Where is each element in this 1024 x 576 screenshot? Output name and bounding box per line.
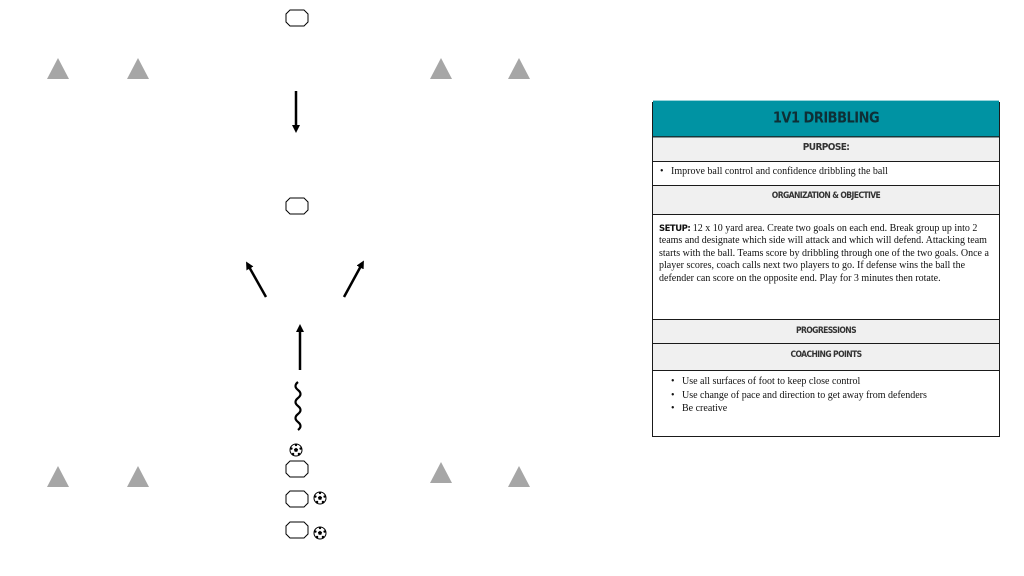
coaching-section (653, 371, 999, 436)
player-icon (286, 198, 308, 214)
card-title-text: 1V1 DRIBBLING (772, 109, 880, 128)
setup-label: SETUP: (659, 224, 691, 234)
cone-icon (127, 58, 149, 79)
setup-text: 12 x 10 yard area. Create two goals on each end. Break group up into 2 teams and designate which side will attack and which will defend. Attacking team starts with the ball. Teams score by dribbling through one of the two goals. Once a player scores, coach calls next two players to go. If defense wins the ball the defender can score on the opposite end. Play for 3 minutes then rotate. (659, 223, 989, 284)
cone-icon (127, 466, 149, 487)
setup-section (653, 215, 999, 320)
dribble-path-icon (296, 382, 301, 430)
purpose-item: • Improve ball control and confidence dribbling the ball (660, 166, 999, 177)
coaching-heading: COACHING POINTS (653, 344, 999, 371)
coaching-item: • Be creative (671, 402, 999, 416)
drill-card (652, 102, 1000, 437)
arrow-icon (344, 264, 362, 297)
coaching-item: • Use change of pace and direction to get away from defenders (671, 389, 999, 403)
purpose-heading: PURPOSE: (653, 135, 999, 162)
cone-icon (508, 466, 530, 487)
cone-icon (47, 58, 69, 79)
coaching-list (671, 375, 999, 416)
card-title (653, 101, 999, 138)
progressions-heading: PROGRESSIONS (653, 320, 999, 344)
purpose-section (653, 162, 999, 186)
player-icon (286, 10, 308, 26)
player-icon (286, 461, 308, 477)
arrow-icon (248, 265, 266, 297)
ball-icon (290, 444, 302, 456)
player-icon (286, 491, 308, 507)
cone-icon (508, 58, 530, 79)
purpose-list (660, 166, 999, 177)
cone-icon (430, 462, 452, 483)
cone-icon (47, 466, 69, 487)
organization-heading: ORGANIZATION & OBJECTIVE (653, 186, 999, 215)
ball-icon (314, 527, 326, 539)
cone-icon (430, 58, 452, 79)
ball-icon (314, 492, 326, 504)
player-icon (286, 522, 308, 538)
coaching-item: • Use all surfaces of foot to keep close control (671, 375, 999, 389)
